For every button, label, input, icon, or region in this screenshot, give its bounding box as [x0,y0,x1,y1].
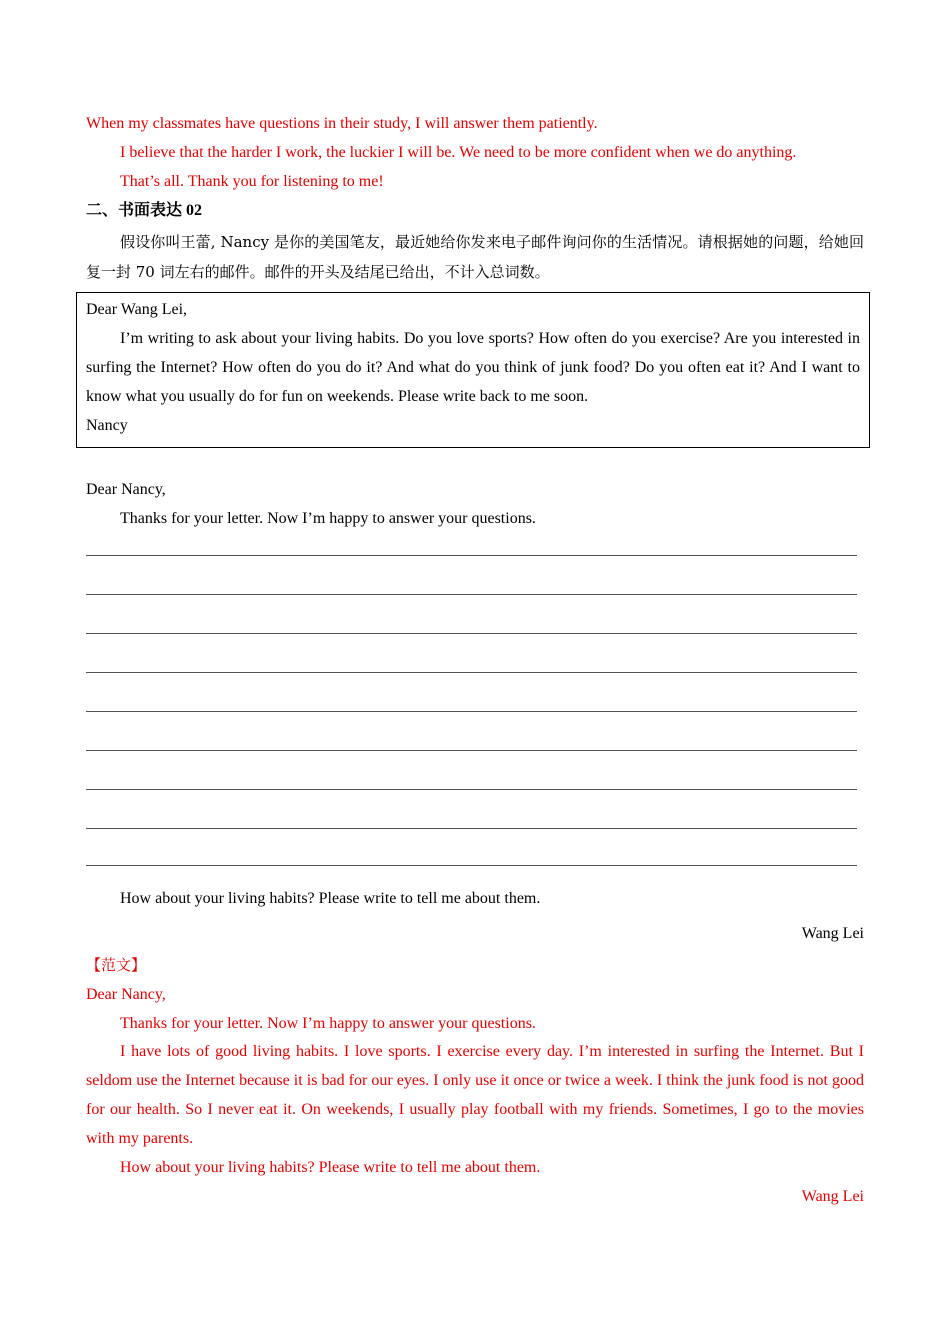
prev-answer-line-1: When my classmates have questions in their study, I will answer them patiently. [86,115,598,132]
model-essay-signature: Wang Lei [801,1188,864,1205]
model-essay-body: I have lots of good living habits. I love sports. I exercise every day. I’m interested in surfing the Internet. But I seldom use the Internet because it is bad for our eyes. I only use it once or twice a week. I think the junk food is not good for our health. So I never eat it. On weekends, I usually play football with my friends. Sometimes, I go to the movies with my parents. [86,1043,864,1147]
answer-blank-line[interactable] [86,555,857,556]
task-instruction: 假设你叫王蕾, Nancy 是你的美国笔友，最近她给你发来电子邮件询问你的生活情况。请根据她的问题，给她回复一封 70 词左右的邮件。邮件的开头及结尾已给出，不计入总词数。 [86,233,864,281]
model-essay-greeting: Dear Nancy, [86,986,166,1003]
section-heading: 二、书面表达 02 [86,202,203,219]
reply-greeting: Dear Nancy, [86,481,166,498]
reply-closing: How about your living habits? Please write to tell me about them. [120,890,541,907]
answer-blank-line[interactable] [86,633,857,634]
answer-blank-line[interactable] [86,672,857,673]
reply-signature: Wang Lei [801,925,864,942]
answer-blank-line[interactable] [86,711,857,712]
prompt-signature: Nancy [86,417,128,434]
prompt-body: I’m writing to ask about your living habits. Do you love sports? How often do you exercise? Are you interested in surfing the Internet? How often do you do it? And what do you think of junk food? Do you often eat it? And I want to know what you usually do for fun on weekends. Please write back to me soon. [86,330,860,405]
reply-opening: Thanks for your letter. Now I’m happy to answer your questions. [120,510,536,527]
prompt-greeting: Dear Wang Lei, [86,301,188,318]
answer-blank-line[interactable] [86,750,857,751]
prev-answer-line-3: That’s all. Thank you for listening to me! [120,173,384,190]
prev-answer-line-2: I believe that the harder I work, the luckier I will be. We need to be more confident when we do anything. [120,144,797,161]
answer-blank-line[interactable] [86,789,857,790]
model-essay-closing: How about your living habits? Please write to tell me about them. [120,1159,541,1176]
answer-blank-line[interactable] [86,865,857,866]
model-essay-label: 【范文】 [86,956,147,974]
answer-blank-line[interactable] [86,594,857,595]
prompt-letter [86,295,860,440]
prompt-letter-box [76,292,870,448]
model-essay-opening: Thanks for your letter. Now I’m happy to answer your questions. [120,1015,536,1032]
answer-blank-line[interactable] [86,828,857,829]
